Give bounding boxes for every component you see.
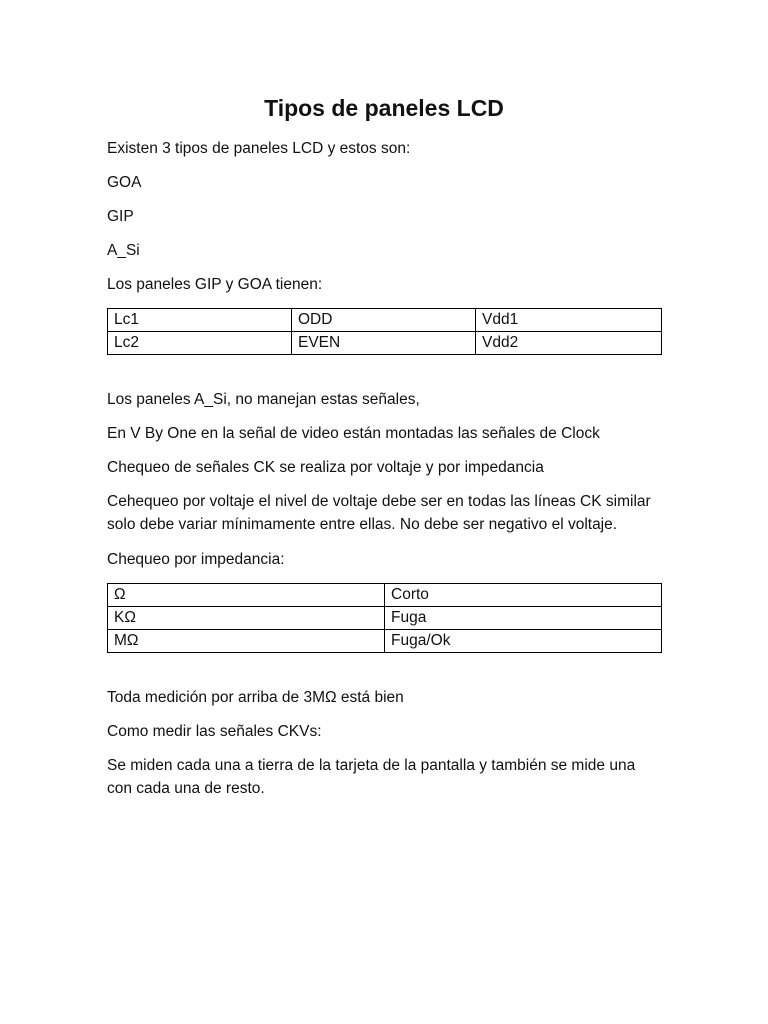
table-cell: Fuga [385,607,662,630]
table-cell: Corto [385,584,662,607]
table-cell: EVEN [292,332,476,355]
table-cell: Lc1 [108,309,292,332]
gip-goa-heading: Los paneles GIP y GOA tienen: [107,276,323,293]
table-row [108,332,662,355]
table-cell: Fuga/Ok [385,630,662,653]
table-cell: Lc2 [108,332,292,355]
vbyone-note: En V By One en la señal de video están montadas las señales de Clock [107,425,600,442]
table-row [108,584,662,607]
table-row [108,607,662,630]
voltage-check-line-1: Cehequeo por voltaje el nivel de voltaje debe ser en todas las líneas CK similar [107,493,651,510]
table-cell: Vdd1 [476,309,662,332]
table-cell: ODD [292,309,476,332]
panel-type-gip: GIP [107,208,134,225]
measurement-ok-note: Toda medición por arriba de 3MΩ está bien [107,689,404,706]
table-cell: Ω [108,584,385,607]
table-row [108,630,662,653]
signals-table [107,308,662,355]
table-cell: MΩ [108,630,385,653]
intro-paragraph: Existen 3 tipos de paneles LCD y estos son: [107,140,411,157]
table-cell: Vdd2 [476,332,662,355]
panel-type-asi: A_Si [107,242,140,259]
page-title: Tipos de paneles LCD [264,95,504,121]
measure-line-2: con cada una de resto. [107,780,265,797]
voltage-check-line-2: solo debe variar mínimamente entre ellas. No debe ser negativo el voltaje. [107,516,618,533]
table-cell: KΩ [108,607,385,630]
measure-line-1: Se miden cada una a tierra de la tarjeta de la pantalla y también se mide una [107,757,636,774]
impedance-table [107,583,662,653]
asi-note: Los paneles A_Si, no manejan estas señales, [107,391,420,408]
ck-check-note: Chequeo de señales CK se realiza por voltaje y por impedancia [107,459,544,476]
panel-type-goa: GOA [107,174,142,191]
impedance-heading: Chequeo por impedancia: [107,551,285,568]
table-row [108,309,662,332]
how-to-measure-heading: Como medir las señales CKVs: [107,723,322,740]
